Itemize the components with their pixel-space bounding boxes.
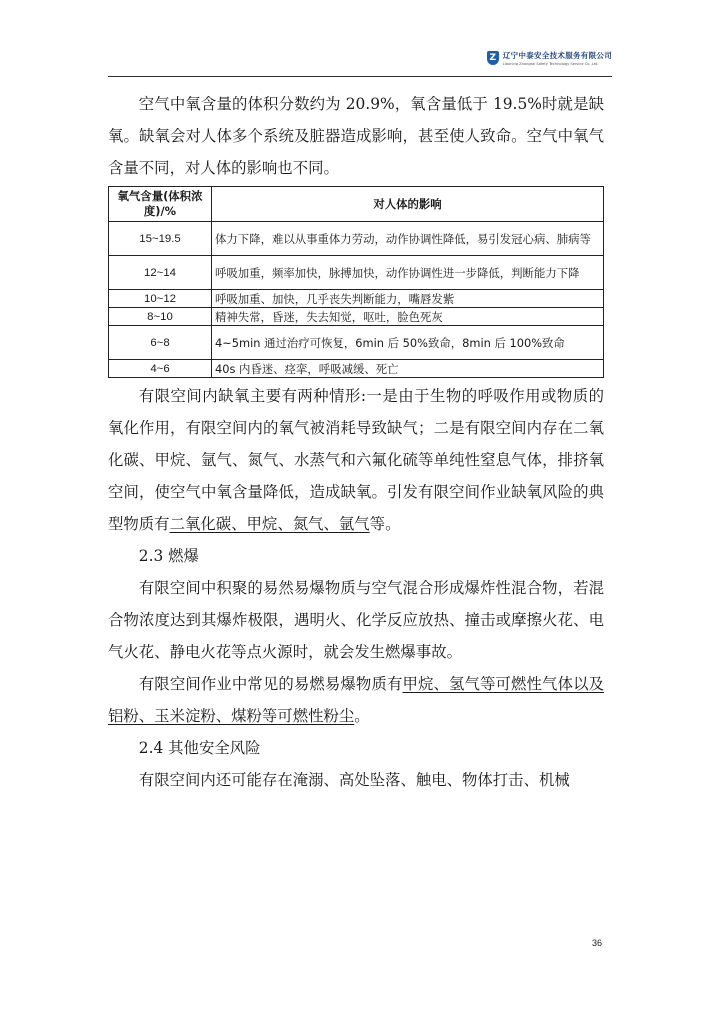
table-row <box>109 308 604 326</box>
oxygen-deficiency-paragraph <box>108 380 604 540</box>
page-body <box>108 88 604 796</box>
oxygen-range: 12~14 <box>109 256 212 290</box>
oxygen-range: 4~6 <box>109 360 212 378</box>
table-row <box>109 360 604 378</box>
explosion-paragraph: 有限空间中积聚的易然易爆物质与空气混合形成爆炸性混合物，若混合物浓度达到其爆炸极限，遇明火、化学反应放热、撞击或摩擦火花、电气火花、静电火花等点火源时，就会发生燃爆事故。 <box>108 579 604 661</box>
oxygen-range: 6~8 <box>109 326 212 360</box>
page-number: 36 <box>591 938 602 948</box>
company-name-cn: 辽宁中泰安全技术服务有限公司 <box>502 51 612 60</box>
effect-text: 精神失常，昏迷，失去知觉，呕吐，脸色死灰 <box>212 308 604 326</box>
para4-end: 。 <box>354 707 370 725</box>
shield-logo-icon: Z <box>487 51 499 65</box>
effect-text: 呼吸加重、加快，几乎丧失判断能力，嘴唇发紫 <box>212 290 604 308</box>
other-risks-paragraph: 有限空间内还可能存在淹溺、高处坠落、触电、物体打击、机械 <box>138 771 570 789</box>
table-row <box>109 256 604 290</box>
para2-text: 有限空间内缺氧主要有两种情形:一是由于生物的呼吸作用或物质的氧化作用，有限空间内的氧气被消耗导致缺气；二是有限空间内存在二氧化碳、甲烷、氩气、氮气、水蒸气和六氟化硫等单纯性窒息气体，排挤氧空间，使空气中氧含量降低，造成缺氧。引发有限空间作业缺氧风险的典型物质有 <box>108 387 604 533</box>
oxygen-range: 8~10 <box>109 308 212 326</box>
table-row <box>109 290 604 308</box>
underlined-substances: 二氧化碳、甲烷、氮气、氩气 <box>169 515 370 533</box>
table-header-row <box>109 187 604 222</box>
col-header-effect: 对人体的影响 <box>212 187 604 222</box>
section-heading-2-4: 2.4 其他安全风险 <box>138 739 261 757</box>
section-heading-2-3: 2.3 燃爆 <box>138 547 199 565</box>
company-name <box>503 50 612 66</box>
intro-paragraph: 空气中氧含量的体积分数约为 20.9%，氧含量低于 19.5%时就是缺氧。缺氧会对人体多个系统及脏器造成影响，甚至使人致命。空气中氧气含量不同，对人体的影响也不同。 <box>108 95 604 177</box>
company-logo <box>487 50 612 66</box>
effect-text: 4~5min 通过治疗可恢复，6min 后 50%致命，8min 后 100%致命 <box>212 326 604 360</box>
oxygen-range: 15~19.5 <box>109 222 212 256</box>
flammable-substances-paragraph <box>108 668 604 732</box>
oxygen-effects-table <box>108 186 604 378</box>
para4-text: 有限空间作业中常见的易燃易爆物质有 <box>138 675 403 693</box>
table-row <box>109 326 604 360</box>
effect-text: 40s 内昏迷、痉挛，呼吸减缓、死亡 <box>212 360 604 378</box>
page-header <box>108 46 612 77</box>
table-row <box>109 222 604 256</box>
oxygen-range: 10~12 <box>109 290 212 308</box>
para2-end: 等。 <box>369 515 401 533</box>
underlined-flammables: 甲烷、氢气等可燃性气体以及铝粉、玉米淀粉、煤粉等可燃性粉尘 <box>108 675 604 725</box>
effect-text: 呼吸加重，频率加快，脉搏加快，动作协调性进一步降低，判断能力下降 <box>212 256 604 290</box>
company-name-en: Liaoning Zhongtai Safety Technology Service Co.,Ltd. <box>502 62 599 66</box>
effect-text: 体力下降，难以从事重体力劳动，动作协调性降低，易引发冠心病、肺病等 <box>212 222 604 256</box>
col-header-oxygen: 氧气含量(体积浓度)/% <box>109 187 212 222</box>
